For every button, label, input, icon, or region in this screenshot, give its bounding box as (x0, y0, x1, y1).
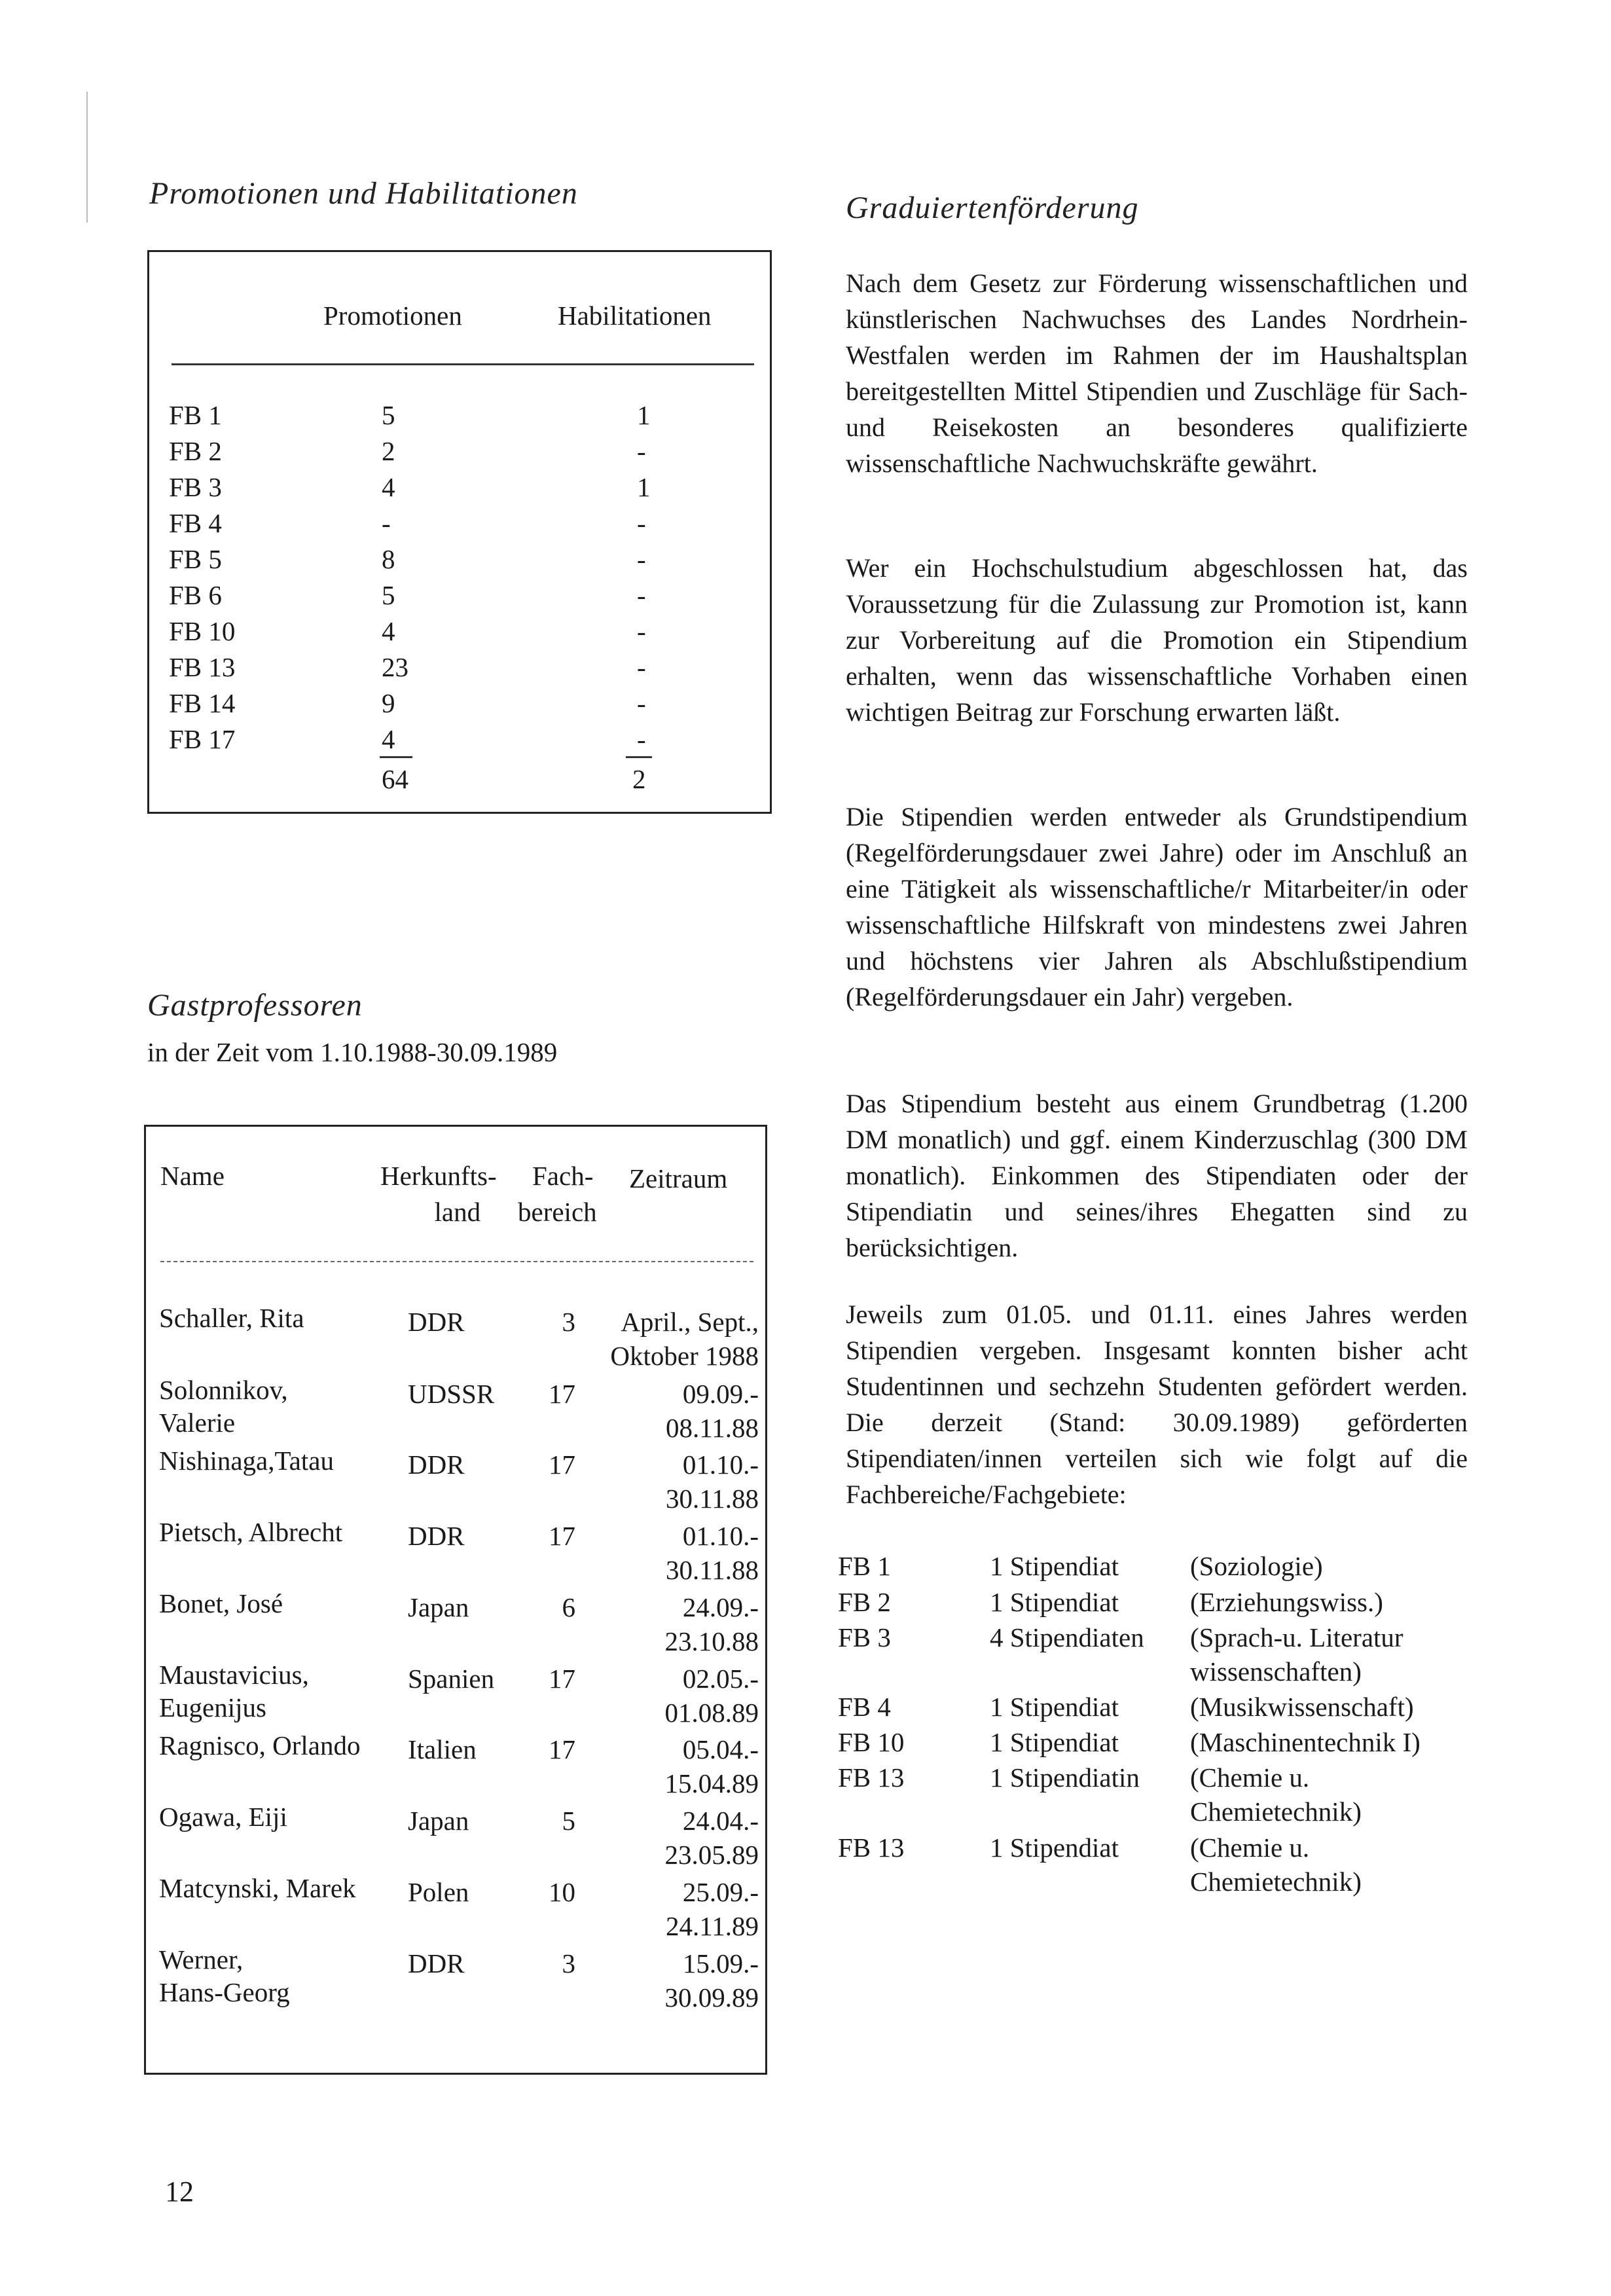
habilitationen-value: - (637, 580, 646, 610)
stipendium-fb: FB 10 (838, 1727, 905, 1757)
col-header-name: Name (160, 1161, 225, 1191)
promotionen-value: 4 (382, 616, 395, 646)
zeitraum-line1: 15.09.- (682, 1948, 759, 1978)
habilitationen-value: - (637, 652, 646, 682)
stipendium-count: 4 Stipendiaten (990, 1622, 1144, 1652)
paragraph-3: Die Stipendien werden entweder als Grundstipendium (Regelförderungsdauer zwei Jahre) oder im Anschluß an eine Tätigkeit als wissenschaftliche/r Mitarbeiter/in oder wissenschaftliche Hilfskraft von mindestens zwei Jahren und höchstens vier Jahren als Abschlußstipendium (Regelförderungsdauer ein Jahr) vergeben. (846, 802, 1468, 1011)
promotionen-heading: Promotionen und Habilitationen (149, 176, 578, 211)
habilitationen-value: - (637, 436, 646, 466)
stipendium-field: (Sprach-u. Literatur (1190, 1622, 1403, 1652)
zeitraum-line2: 30.09.89 (664, 1982, 759, 2013)
fb-label: FB 4 (169, 508, 222, 538)
fachbereich: 5 (562, 1806, 575, 1836)
stipendium-count: 1 Stipendiat (990, 1551, 1119, 1581)
fb-label: FB 3 (169, 472, 222, 502)
habilitationen-value: - (637, 508, 646, 538)
fachbereich: 17 (549, 1521, 575, 1551)
paragraph-5: Jeweils zum 01.05. und 01.11. eines Jahres werden Stipendien vergeben. Insgesamt konnten bisher acht Studentinnen und sechzehn Studenten gefördert werden. Die derzeit (Stand: 30.09.1989) geförderten Stipendiaten/innen verteilen sich wie folgt auf die Fachbereiche/Fachgebiete: (846, 1300, 1468, 1509)
zeitraum-line1: April., Sept., (621, 1307, 759, 1337)
zeitraum-line1: 01.10.- (682, 1449, 759, 1480)
sum-rule-prom (380, 756, 412, 758)
stipendium-count: 1 Stipendiat (990, 1587, 1119, 1617)
fachbereich: 17 (549, 1379, 575, 1409)
gastprofessoren-subheading: in der Zeit vom 1.10.1988-30.09.1989 (147, 1037, 558, 1067)
paragraph-1: Nach dem Gesetz zur Förderung wissenschaftlichen und künstlerischen Nachwuchses des Landes Nordrhein-Westfalen werden im Rahmen der im Haushaltsplan bereitgestellten Mittel Stipendien und Zuschläge für Sach- und Reisekosten an besonderes qualifizierte wissenschaftliche Nachwuchskräfte gewährt. (846, 268, 1468, 478)
promotionen-value: 5 (382, 400, 395, 430)
zeitraum-line1: 01.10.- (682, 1521, 759, 1551)
stipendium-fb: FB 13 (838, 1762, 905, 1793)
sum-rule-hab (626, 756, 652, 758)
herkunftsland: DDR (408, 1307, 465, 1337)
habilitationen-value: - (637, 544, 646, 574)
professor-name-line2: Eugenijus (159, 1692, 266, 1722)
fb-label: FB 2 (169, 436, 222, 466)
professor-name: Nishinaga,Tatau (159, 1446, 334, 1476)
promotionen-value: 4 (382, 472, 395, 502)
habilitationen-value: - (637, 724, 646, 754)
herkunftsland: Polen (408, 1877, 469, 1907)
stipendium-field: (Soziologie) (1190, 1551, 1323, 1581)
habilitationen-value: 1 (637, 472, 651, 502)
col-header-fach (518, 1158, 597, 1230)
herkunftsland: UDSSR (408, 1379, 495, 1409)
paragraph-4: Das Stipendium besteht aus einem Grundbetrag (1.200 DM monatlich) und ggf. einem Kinderzuschlag (300 DM monatlich). Einkommen des Stipendiaten oder der Stipendiatin und seines/ihres Ehegatten sind zu berücksichtigen. (846, 1089, 1468, 1262)
total-habilitationen: 2 (632, 764, 646, 794)
fb-label: FB 13 (169, 652, 236, 682)
gastprofessoren-table (144, 1125, 767, 2075)
stipendium-field: (Erziehungswiss.) (1190, 1587, 1383, 1617)
col-header-land (380, 1158, 497, 1230)
herkunftsland: DDR (408, 1948, 465, 1978)
zeitraum-line1: 24.04.- (682, 1806, 759, 1836)
herkunftsland: DDR (408, 1449, 465, 1480)
zeitraum-line2: 24.11.89 (666, 1911, 759, 1941)
zeitraum-line2: 08.11.88 (666, 1413, 759, 1443)
herkunftsland: Italien (408, 1734, 477, 1764)
zeitraum-line2: 30.11.88 (666, 1484, 759, 1514)
fachbereich: 3 (562, 1307, 575, 1337)
professor-name: Ragnisco, Orlando (159, 1730, 361, 1760)
col-header-land-line2: land (434, 1197, 481, 1227)
herkunftsland: DDR (408, 1521, 465, 1551)
herkunftsland: Japan (408, 1806, 469, 1836)
header-rule-dashed (160, 1261, 753, 1262)
graduiertenfoerderung-heading: Graduiertenförderung (846, 191, 1139, 225)
professor-name: Schaller, Rita (159, 1303, 304, 1333)
professor-name-line2: Hans-Georg (159, 1977, 290, 2007)
professor-name-line2: Valerie (159, 1408, 236, 1438)
fb-label: FB 10 (169, 616, 236, 646)
herkunftsland: Japan (408, 1592, 469, 1622)
promotionen-value: 4 (382, 724, 395, 754)
col-header-land-line1: Herkunfts- (380, 1161, 497, 1191)
stipendium-field: (Musikwissenschaft) (1190, 1692, 1414, 1722)
fachbereich: 3 (562, 1948, 575, 1978)
stipendium-field: (Chemie u. (1190, 1762, 1310, 1793)
promotionen-value: - (382, 508, 391, 538)
habilitationen-value: - (637, 616, 646, 646)
zeitraum-line2: 01.08.89 (664, 1698, 759, 1728)
habilitationen-value: 1 (637, 400, 651, 430)
professor-name: Pietsch, Albrecht (159, 1517, 343, 1547)
professor-name: Solonnikov, (159, 1375, 288, 1405)
scan-artifact-line (86, 92, 88, 223)
fb-label: FB 1 (169, 400, 222, 430)
fachbereich: 10 (549, 1877, 575, 1907)
professor-name: Bonet, José (159, 1588, 283, 1618)
fachbereich: 17 (549, 1664, 575, 1694)
promotionen-value: 8 (382, 544, 395, 574)
fb-label: FB 17 (169, 724, 236, 754)
professor-name: Maustavicius, (159, 1660, 309, 1690)
gastprofessoren-heading: Gastprofessoren (147, 988, 363, 1023)
stipendium-fb: FB 1 (838, 1551, 891, 1581)
stipendium-field: (Maschinentechnik I) (1190, 1727, 1421, 1757)
col-header-promotionen: Promotionen (323, 301, 462, 331)
zeitraum-line2: 30.11.88 (666, 1555, 759, 1585)
promotionen-value: 2 (382, 436, 395, 466)
promotionen-table (147, 250, 772, 814)
stipendium-count: 1 Stipendiat (990, 1692, 1119, 1722)
herkunftsland: Spanien (408, 1664, 495, 1694)
stipendium-count: 1 Stipendiat (990, 1832, 1119, 1863)
fb-label: FB 6 (169, 580, 222, 610)
professor-name: Werner, (159, 1944, 244, 1975)
fb-label: FB 5 (169, 544, 222, 574)
fachbereich: 17 (549, 1449, 575, 1480)
zeitraum-line2: Oktober 1988 (610, 1341, 759, 1371)
header-rule (172, 363, 754, 365)
fb-label: FB 14 (169, 688, 236, 718)
stipendium-fb: FB 4 (838, 1692, 891, 1722)
zeitraum-line1: 24.09.- (682, 1592, 759, 1622)
stipendium-count: 1 Stipendiat (990, 1727, 1119, 1757)
stipendium-field: (Chemie u. (1190, 1832, 1310, 1863)
stipendium-fb: FB 3 (838, 1622, 891, 1652)
stipendium-count: 1 Stipendiatin (990, 1762, 1140, 1793)
col-header-fach-line1: Fach- (532, 1161, 594, 1191)
col-header-zeitraum: Zeitraum (629, 1163, 728, 1194)
zeitraum-line1: 09.09.- (682, 1379, 759, 1409)
professor-name: Matcynski, Marek (159, 1873, 356, 1903)
zeitraum-line2: 23.10.88 (664, 1626, 759, 1656)
promotionen-value: 9 (382, 688, 395, 718)
zeitraum-line1: 25.09.- (682, 1877, 759, 1907)
professor-name: Ogawa, Eiji (159, 1802, 287, 1832)
promotionen-value: 23 (382, 652, 408, 682)
habilitationen-value: - (637, 688, 646, 718)
zeitraum-line2: 15.04.89 (664, 1768, 759, 1798)
stipendium-field-line2: Chemietechnik) (1190, 1867, 1362, 1897)
zeitraum-line1: 02.05.- (682, 1664, 759, 1694)
col-header-fach-line2: bereich (518, 1197, 597, 1227)
col-header-habilitationen: Habilitationen (558, 301, 712, 331)
fachbereich: 6 (562, 1592, 575, 1622)
stipendium-field-line2: Chemietechnik) (1190, 1796, 1362, 1827)
total-promotionen: 64 (382, 764, 408, 794)
promotionen-value: 5 (382, 580, 395, 610)
stipendium-fb: FB 13 (838, 1832, 905, 1863)
stipendium-fb: FB 2 (838, 1587, 891, 1617)
stipendium-field-line2: wissenschaften) (1190, 1656, 1362, 1686)
page-number: 12 (165, 2176, 194, 2208)
zeitraum-line1: 05.04.- (682, 1734, 759, 1764)
paragraph-2: Wer ein Hochschulstudium abgeschlossen hat, das Voraussetzung für die Zulassung zur Promotion ist, kann zur Vorbereitung auf die Promotion ein Stipendium erhalten, wenn das wissenschaftliche Vorhaben einen wichtigen Beitrag zur Forschung erwarten läßt. (846, 553, 1468, 727)
zeitraum-line2: 23.05.89 (664, 1840, 759, 1870)
fachbereich: 17 (549, 1734, 575, 1764)
